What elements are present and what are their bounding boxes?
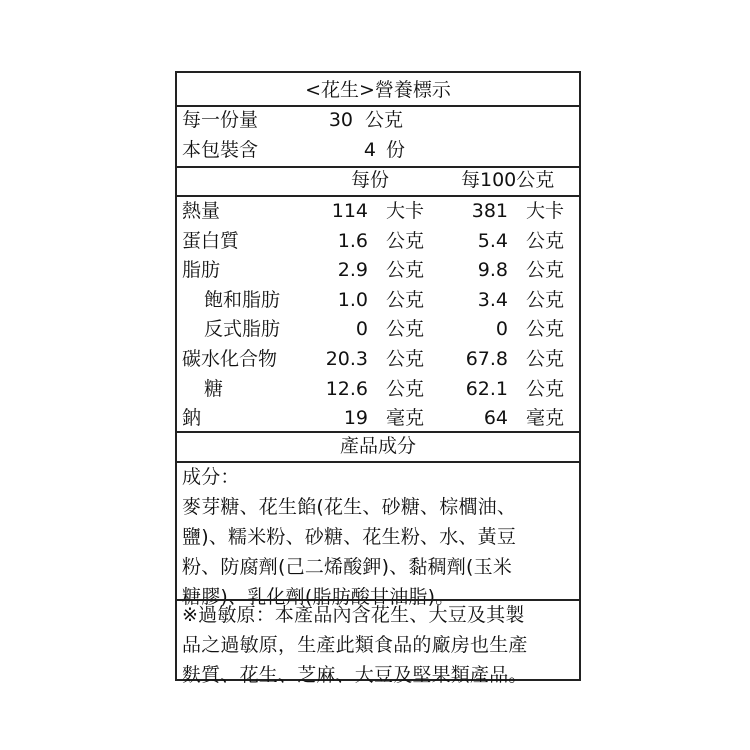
ingredients-line: 鹽)、糯米粉、砂糖、花生粉、水、黃豆 [182,526,517,548]
allergen-line: 品之過敏原，生產此類食品的廠房也生產 [182,634,528,656]
nutrient-name: 飽和脂肪 [204,288,281,311]
ingredients-line: 糖膠)、乳化劑(脂肪酸甘油脂)。 [182,586,455,608]
nutrition-label [175,71,581,686]
nutrient-per-serving-unit: 公克 [386,318,425,341]
per-100g-header: 每100公克 [461,169,555,191]
nutrient-name: 反式脂肪 [204,318,281,341]
nutrient-per-100g-unit: 公克 [526,259,565,282]
nutrient-row [177,285,579,315]
nutrient-per-serving-unit: 公克 [386,288,425,311]
nutrient-row [177,196,579,226]
nutrient-per-100g-unit: 大卡 [526,200,565,222]
nutrient-row [177,255,579,285]
nutrient-per-serving-value: 2.9 [337,259,368,282]
nutrient-row [177,403,579,433]
serving-size-row [177,105,579,135]
nutrient-per-100g-value: 3.4 [477,288,508,311]
nutrient-per-100g-unit: 公克 [526,348,565,370]
column-header-row [177,165,579,195]
nutrient-row [177,344,579,374]
nutrient-per-100g-value: 9.8 [477,259,508,282]
ingredients-line: 粉、防腐劑(己二烯酸鉀)、黏稠劑(玉米 [182,556,513,578]
product-section-title: 產品成分 [339,435,416,457]
nutrient-per-serving-unit: 大卡 [386,200,425,222]
nutrient-per-serving-value: 1.6 [337,229,368,252]
ingredients-line: 成分： [182,466,240,488]
allergen-block [182,600,573,690]
nutrient-name: 蛋白質 [182,229,240,252]
nutrient-per-100g-unit: 公克 [526,288,565,311]
servings-per-package-unit: 份 [386,139,406,161]
nutrient-name: 糖 [204,377,224,400]
nutrient-per-serving-value: 12.6 [325,377,368,400]
allergen-line: 麩質、花生、芝麻、大豆及堅果類產品。 [182,664,528,686]
allergen-line: ※過敏原：本產品內含花生、大豆及其製 [182,604,525,626]
serving-size-label: 每一份量 [182,109,259,131]
nutrient-per-100g-value: 5.4 [477,229,508,252]
nutrient-per-100g-value: 64 [483,407,508,430]
nutrient-per-serving-unit: 公克 [386,377,425,400]
nutrient-per-serving-value: 1.0 [337,288,368,311]
nutrient-name: 碳水化合物 [182,348,278,370]
nutrient-per-100g-value: 67.8 [465,348,508,370]
servings-per-package-label: 本包裝含 [182,139,259,161]
nutrient-per-100g-unit: 公克 [526,229,565,252]
nutrient-name: 鈉 [182,407,202,430]
ingredients-block [182,462,573,612]
ingredients-line: 麥芽糖、花生餡(花生、砂糖、棕櫚油、 [182,496,517,518]
nutrient-per-100g-unit: 公克 [526,318,565,341]
serving-size-value: 30 [328,109,353,131]
per-serving-header: 每份 [351,169,390,191]
nutrient-per-100g-unit: 毫克 [526,407,565,430]
nutrient-per-100g-unit: 公克 [526,377,565,400]
nutrient-per-serving-value: 0 [355,318,368,341]
nutrient-per-serving-unit: 毫克 [386,407,425,430]
nutrient-per-100g-value: 0 [495,318,508,341]
nutrient-name: 脂肪 [182,259,221,282]
nutrient-row [177,374,579,404]
nutrient-per-serving-value: 19 [343,407,368,430]
nutrient-row [177,314,579,344]
nutrient-per-100g-value: 62.1 [465,377,508,400]
nutrient-per-100g-value: 381 [471,200,508,222]
nutrient-per-serving-unit: 公克 [386,229,425,252]
servings-per-package-row [177,135,579,165]
label-title: <花生>營養標示 [305,79,451,101]
servings-per-package-value: 4 [363,139,376,161]
nutrient-row [177,226,579,256]
nutrient-per-serving-value: 20.3 [325,348,368,370]
serving-size-unit: 公克 [365,109,404,131]
nutrient-name: 熱量 [182,200,221,222]
nutrient-per-serving-unit: 公克 [386,259,425,282]
nutrient-per-serving-unit: 公克 [386,348,425,370]
nutrient-per-serving-value: 114 [331,200,368,222]
